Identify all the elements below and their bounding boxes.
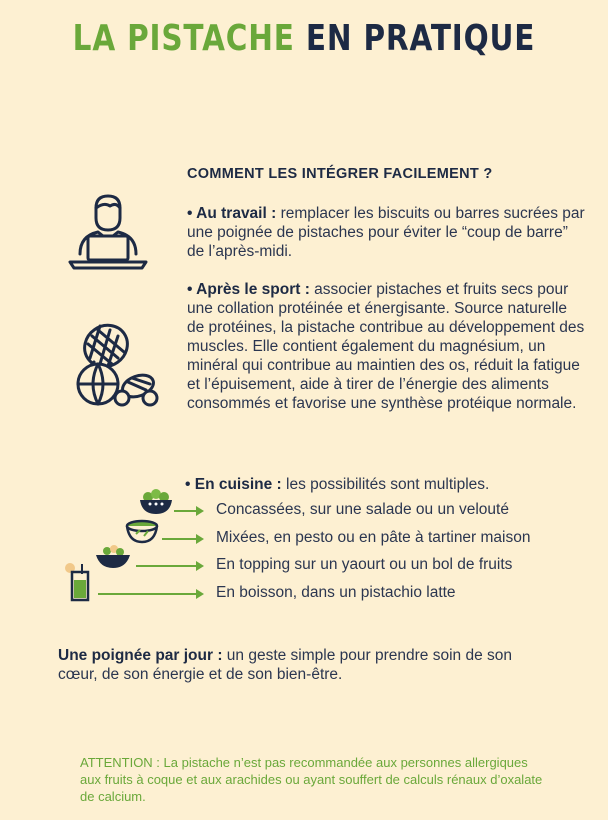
arrow-line xyxy=(98,593,198,595)
sport-text: associer pistaches et fruits secs pour une collation protéinée et énergisante. Source naturelle de protéines, la pistache contribue au développement des muscles. Elle contient également du magnésium, un minéral qui contribue au maintien des os, réduit la fatigue et l’épuisement, aide à tirer de l’énergie des aliments consommés et favorise une synthèse protéique normale. xyxy=(187,281,585,412)
pesto-bowl-icon xyxy=(124,514,160,546)
cooking-item-3: En topping sur un yaourt ou un bol de fruits xyxy=(216,556,513,573)
allergy-warning: ATTENTION : La pistache n’est pas recommandée aux personnes allergiques aux fruits à coque et aux arachides ou ayant souffert de calculs rénaux d’oxalate de calcium. xyxy=(80,755,543,804)
cooking-item-2: Mixées, en pesto ou en pâte à tartiner maison xyxy=(216,529,531,546)
arrow-line xyxy=(174,510,198,512)
cooking-text: les possibilités sont multiples. xyxy=(281,476,490,493)
arrow-head xyxy=(196,561,204,571)
drink-glass-icon xyxy=(64,560,92,602)
arrow-head xyxy=(196,506,204,516)
section-heading: COMMENT LES INTÉGRER FACILEMENT ? xyxy=(187,166,493,182)
work-paragraph xyxy=(187,204,587,261)
sport-paragraph xyxy=(187,280,587,413)
salad-bowl-icon xyxy=(136,486,176,516)
arrow-line xyxy=(162,538,198,540)
arrow-line xyxy=(136,565,198,567)
cooking-label: • En cuisine : xyxy=(185,476,282,493)
arrow-head xyxy=(196,534,204,544)
yogurt-bowl-icon xyxy=(94,544,132,570)
cooking-item-1: Concassées, sur une salade ou un velouté xyxy=(216,501,509,518)
closing-text: un geste simple pour prendre soin de son cœur, de son énergie et de son bien-être. xyxy=(58,647,512,683)
page-title xyxy=(55,18,554,59)
cooking-paragraph xyxy=(185,475,585,494)
closing-label: Une poignée par jour : xyxy=(58,647,223,664)
sport-label: • Après le sport : xyxy=(187,281,310,298)
sports-equipment-icon xyxy=(70,318,162,410)
cooking-item-4: En boisson, dans un pistachio latte xyxy=(216,584,456,601)
work-text: remplacer les biscuits ou barres sucrées par une poignée de pistaches pour éviter le “coup de barre” de l’après-midi. xyxy=(187,205,585,260)
arrow-head xyxy=(196,589,204,599)
title-navy-part: EN PRATIQUE xyxy=(305,18,536,59)
work-label: • Au travail : xyxy=(187,205,277,222)
closing-paragraph xyxy=(58,646,538,684)
person-laptop-icon xyxy=(66,190,150,272)
title-green-part: LA PISTACHE xyxy=(72,18,295,59)
